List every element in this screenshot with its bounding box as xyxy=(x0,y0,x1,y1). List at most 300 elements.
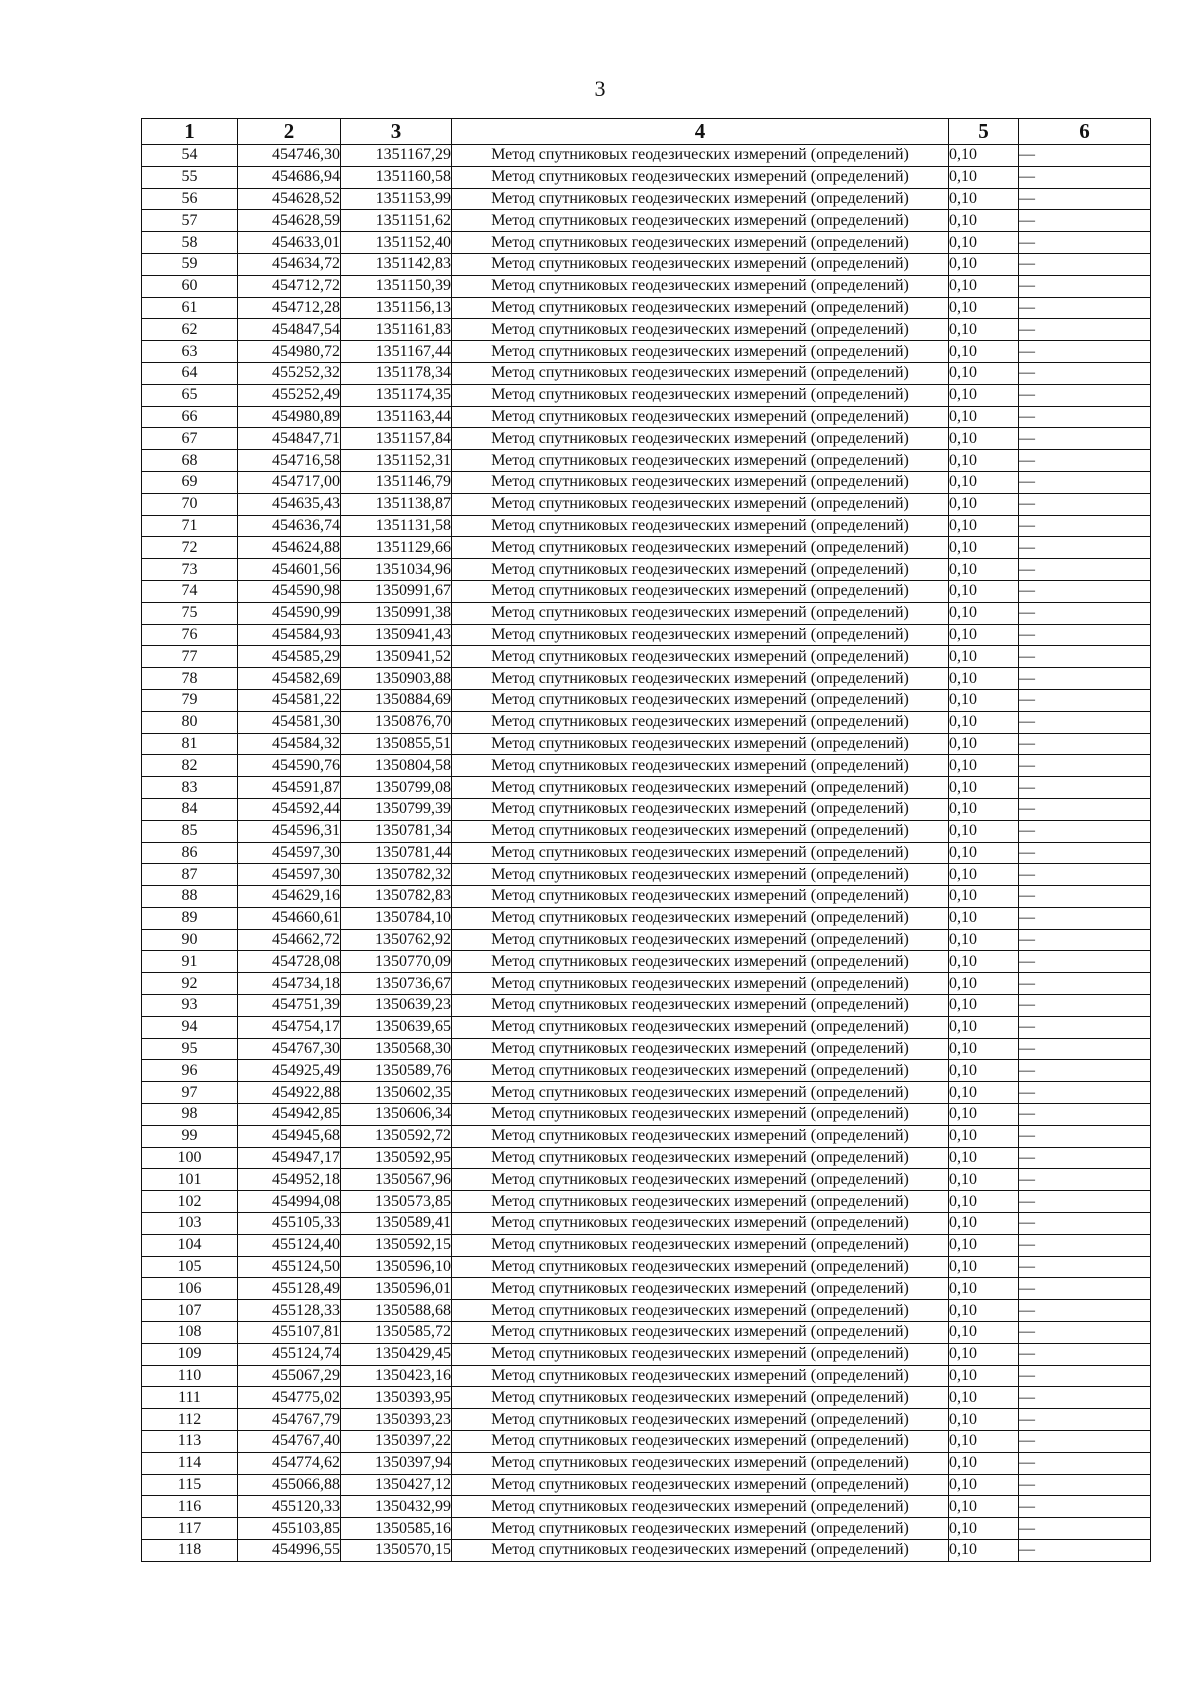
point-number-cell: 106 xyxy=(142,1278,238,1300)
table-row xyxy=(142,1147,1151,1169)
point-number-cell: 111 xyxy=(142,1387,238,1409)
x-coordinate-cell: 454767,79 xyxy=(238,1409,341,1431)
point-number-cell: 57 xyxy=(142,210,238,232)
x-coordinate-cell: 454847,71 xyxy=(238,428,341,450)
point-number-cell: 108 xyxy=(142,1322,238,1344)
point-number-cell: 102 xyxy=(142,1191,238,1213)
method-cell: Метод спутниковых геодезических измерений (определений) xyxy=(452,1365,949,1387)
y-coordinate-cell: 1350592,72 xyxy=(341,1125,452,1147)
point-number-cell: 61 xyxy=(142,297,238,319)
point-number-cell: 100 xyxy=(142,1147,238,1169)
note-cell: — xyxy=(1019,711,1151,733)
y-coordinate-cell: 1350596,01 xyxy=(341,1278,452,1300)
x-coordinate-cell: 454686,94 xyxy=(238,166,341,188)
y-coordinate-cell: 1351167,44 xyxy=(341,341,452,363)
accuracy-cell: 0,10 xyxy=(949,1409,1019,1431)
note-cell: — xyxy=(1019,362,1151,384)
method-cell: Метод спутниковых геодезических измерений (определений) xyxy=(452,711,949,733)
accuracy-cell: 0,10 xyxy=(949,1365,1019,1387)
y-coordinate-cell: 1351146,79 xyxy=(341,471,452,493)
table-row xyxy=(142,1104,1151,1126)
x-coordinate-cell: 454624,88 xyxy=(238,537,341,559)
x-coordinate-cell: 454947,17 xyxy=(238,1147,341,1169)
accuracy-cell: 0,10 xyxy=(949,1452,1019,1474)
method-cell: Метод спутниковых геодезических измерений (определений) xyxy=(452,1213,949,1235)
note-cell: — xyxy=(1019,493,1151,515)
note-cell: — xyxy=(1019,1234,1151,1256)
method-cell: Метод спутниковых геодезических измерений (определений) xyxy=(452,297,949,319)
point-number-cell: 73 xyxy=(142,559,238,581)
accuracy-cell: 0,10 xyxy=(949,384,1019,406)
accuracy-cell: 0,10 xyxy=(949,297,1019,319)
x-coordinate-cell: 454628,59 xyxy=(238,210,341,232)
table-row xyxy=(142,1474,1151,1496)
accuracy-cell: 0,10 xyxy=(949,1496,1019,1518)
accuracy-cell: 0,10 xyxy=(949,1518,1019,1540)
y-coordinate-cell: 1351129,66 xyxy=(341,537,452,559)
point-number-cell: 71 xyxy=(142,515,238,537)
point-number-cell: 112 xyxy=(142,1409,238,1431)
point-number-cell: 94 xyxy=(142,1016,238,1038)
x-coordinate-cell: 454581,30 xyxy=(238,711,341,733)
point-number-cell: 75 xyxy=(142,602,238,624)
point-number-cell: 118 xyxy=(142,1540,238,1562)
x-coordinate-cell: 454746,30 xyxy=(238,145,341,167)
point-number-cell: 101 xyxy=(142,1169,238,1191)
y-coordinate-cell: 1350602,35 xyxy=(341,1082,452,1104)
method-cell: Метод спутниковых геодезических измерений (определений) xyxy=(452,995,949,1017)
table-row xyxy=(142,297,1151,319)
note-cell: — xyxy=(1019,1082,1151,1104)
method-cell: Метод спутниковых геодезических измерений (определений) xyxy=(452,1409,949,1431)
table-row xyxy=(142,689,1151,711)
note-cell: — xyxy=(1019,602,1151,624)
note-cell: — xyxy=(1019,1540,1151,1562)
table-row xyxy=(142,580,1151,602)
accuracy-cell: 0,10 xyxy=(949,864,1019,886)
table-row xyxy=(142,1343,1151,1365)
x-coordinate-cell: 455107,81 xyxy=(238,1322,341,1344)
point-number-cell: 98 xyxy=(142,1104,238,1126)
x-coordinate-cell: 454662,72 xyxy=(238,929,341,951)
note-cell: — xyxy=(1019,1147,1151,1169)
x-coordinate-cell: 454590,76 xyxy=(238,755,341,777)
y-coordinate-cell: 1350573,85 xyxy=(341,1191,452,1213)
method-cell: Метод спутниковых геодезических измерений (определений) xyxy=(452,253,949,275)
table-row xyxy=(142,1452,1151,1474)
accuracy-cell: 0,10 xyxy=(949,1300,1019,1322)
table-row xyxy=(142,886,1151,908)
method-cell: Метод спутниковых геодезических измерений (определений) xyxy=(452,1191,949,1213)
table-row xyxy=(142,406,1151,428)
y-coordinate-cell: 1351034,96 xyxy=(341,559,452,581)
method-cell: Метод спутниковых геодезических измерений (определений) xyxy=(452,1452,949,1474)
note-cell: — xyxy=(1019,384,1151,406)
y-coordinate-cell: 1350736,67 xyxy=(341,973,452,995)
accuracy-cell: 0,10 xyxy=(949,1213,1019,1235)
y-coordinate-cell: 1350596,10 xyxy=(341,1256,452,1278)
method-cell: Метод спутниковых геодезических измерений (определений) xyxy=(452,1474,949,1496)
point-number-cell: 81 xyxy=(142,733,238,755)
y-coordinate-cell: 1351131,58 xyxy=(341,515,452,537)
accuracy-cell: 0,10 xyxy=(949,253,1019,275)
point-number-cell: 58 xyxy=(142,232,238,254)
table-row xyxy=(142,668,1151,690)
x-coordinate-cell: 454717,00 xyxy=(238,471,341,493)
method-cell: Метод спутниковых геодезических измерений (определений) xyxy=(452,362,949,384)
accuracy-cell: 0,10 xyxy=(949,1169,1019,1191)
x-coordinate-cell: 454775,02 xyxy=(238,1387,341,1409)
point-number-cell: 63 xyxy=(142,341,238,363)
y-coordinate-cell: 1350941,52 xyxy=(341,646,452,668)
method-cell: Метод спутниковых геодезических измерений (определений) xyxy=(452,471,949,493)
y-coordinate-cell: 1350781,34 xyxy=(341,820,452,842)
table-row xyxy=(142,166,1151,188)
y-coordinate-cell: 1350876,70 xyxy=(341,711,452,733)
table-row xyxy=(142,1213,1151,1235)
accuracy-cell: 0,10 xyxy=(949,1540,1019,1562)
accuracy-cell: 0,10 xyxy=(949,515,1019,537)
column-header: 3 xyxy=(341,119,452,145)
method-cell: Метод спутниковых геодезических измерений (определений) xyxy=(452,145,949,167)
note-cell: — xyxy=(1019,995,1151,1017)
note-cell: — xyxy=(1019,820,1151,842)
y-coordinate-cell: 1350567,96 xyxy=(341,1169,452,1191)
x-coordinate-cell: 454754,17 xyxy=(238,1016,341,1038)
table-row xyxy=(142,1191,1151,1213)
accuracy-cell: 0,10 xyxy=(949,1038,1019,1060)
point-number-cell: 79 xyxy=(142,689,238,711)
point-number-cell: 113 xyxy=(142,1431,238,1453)
y-coordinate-cell: 1350884,69 xyxy=(341,689,452,711)
table-header-row xyxy=(142,119,1151,145)
method-cell: Метод спутниковых геодезических измерений (определений) xyxy=(452,1540,949,1562)
x-coordinate-cell: 454636,74 xyxy=(238,515,341,537)
method-cell: Метод спутниковых геодезических измерений (определений) xyxy=(452,1234,949,1256)
y-coordinate-cell: 1351178,34 xyxy=(341,362,452,384)
note-cell: — xyxy=(1019,297,1151,319)
note-cell: — xyxy=(1019,798,1151,820)
accuracy-cell: 0,10 xyxy=(949,559,1019,581)
point-number-cell: 115 xyxy=(142,1474,238,1496)
point-number-cell: 68 xyxy=(142,450,238,472)
note-cell: — xyxy=(1019,1452,1151,1474)
x-coordinate-cell: 455252,32 xyxy=(238,362,341,384)
table-row xyxy=(142,384,1151,406)
y-coordinate-cell: 1351156,13 xyxy=(341,297,452,319)
x-coordinate-cell: 454581,22 xyxy=(238,689,341,711)
y-coordinate-cell: 1350429,45 xyxy=(341,1343,452,1365)
y-coordinate-cell: 1350799,08 xyxy=(341,777,452,799)
x-coordinate-cell: 454597,30 xyxy=(238,864,341,886)
method-cell: Метод спутниковых геодезических измерений (определений) xyxy=(452,1322,949,1344)
accuracy-cell: 0,10 xyxy=(949,886,1019,908)
point-number-cell: 78 xyxy=(142,668,238,690)
note-cell: — xyxy=(1019,886,1151,908)
accuracy-cell: 0,10 xyxy=(949,1147,1019,1169)
note-cell: — xyxy=(1019,755,1151,777)
table-row xyxy=(142,428,1151,450)
note-cell: — xyxy=(1019,842,1151,864)
point-number-cell: 85 xyxy=(142,820,238,842)
accuracy-cell: 0,10 xyxy=(949,689,1019,711)
method-cell: Метод спутниковых геодезических измерений (определений) xyxy=(452,210,949,232)
table-row xyxy=(142,1431,1151,1453)
x-coordinate-cell: 455120,33 xyxy=(238,1496,341,1518)
x-coordinate-cell: 454596,31 xyxy=(238,820,341,842)
point-number-cell: 109 xyxy=(142,1343,238,1365)
point-number-cell: 56 xyxy=(142,188,238,210)
x-coordinate-cell: 454751,39 xyxy=(238,995,341,1017)
table-row xyxy=(142,798,1151,820)
point-number-cell: 87 xyxy=(142,864,238,886)
point-number-cell: 76 xyxy=(142,624,238,646)
note-cell: — xyxy=(1019,1343,1151,1365)
table-row xyxy=(142,275,1151,297)
point-number-cell: 55 xyxy=(142,166,238,188)
x-coordinate-cell: 454629,16 xyxy=(238,886,341,908)
x-coordinate-cell: 454945,68 xyxy=(238,1125,341,1147)
accuracy-cell: 0,10 xyxy=(949,145,1019,167)
table-row xyxy=(142,1125,1151,1147)
note-cell: — xyxy=(1019,145,1151,167)
point-number-cell: 69 xyxy=(142,471,238,493)
point-number-cell: 97 xyxy=(142,1082,238,1104)
method-cell: Метод спутниковых геодезических измерений (определений) xyxy=(452,929,949,951)
x-coordinate-cell: 455124,50 xyxy=(238,1256,341,1278)
accuracy-cell: 0,10 xyxy=(949,1322,1019,1344)
x-coordinate-cell: 454582,69 xyxy=(238,668,341,690)
table-row xyxy=(142,341,1151,363)
note-cell: — xyxy=(1019,646,1151,668)
table-row xyxy=(142,253,1151,275)
note-cell: — xyxy=(1019,951,1151,973)
note-cell: — xyxy=(1019,929,1151,951)
column-header: 2 xyxy=(238,119,341,145)
note-cell: — xyxy=(1019,1365,1151,1387)
x-coordinate-cell: 455105,33 xyxy=(238,1213,341,1235)
accuracy-cell: 0,10 xyxy=(949,1278,1019,1300)
accuracy-cell: 0,10 xyxy=(949,1474,1019,1496)
accuracy-cell: 0,10 xyxy=(949,842,1019,864)
accuracy-cell: 0,10 xyxy=(949,188,1019,210)
note-cell: — xyxy=(1019,624,1151,646)
accuracy-cell: 0,10 xyxy=(949,232,1019,254)
accuracy-cell: 0,10 xyxy=(949,450,1019,472)
y-coordinate-cell: 1350589,76 xyxy=(341,1060,452,1082)
x-coordinate-cell: 455124,74 xyxy=(238,1343,341,1365)
note-cell: — xyxy=(1019,428,1151,450)
note-cell: — xyxy=(1019,1409,1151,1431)
point-number-cell: 77 xyxy=(142,646,238,668)
table-row xyxy=(142,951,1151,973)
note-cell: — xyxy=(1019,689,1151,711)
note-cell: — xyxy=(1019,1518,1151,1540)
accuracy-cell: 0,10 xyxy=(949,428,1019,450)
table-row xyxy=(142,188,1151,210)
point-number-cell: 103 xyxy=(142,1213,238,1235)
point-number-cell: 86 xyxy=(142,842,238,864)
point-number-cell: 83 xyxy=(142,777,238,799)
table-row xyxy=(142,1365,1151,1387)
note-cell: — xyxy=(1019,1300,1151,1322)
accuracy-cell: 0,10 xyxy=(949,319,1019,341)
table-row xyxy=(142,777,1151,799)
note-cell: — xyxy=(1019,1125,1151,1147)
table-row xyxy=(142,995,1151,1017)
x-coordinate-cell: 454592,44 xyxy=(238,798,341,820)
y-coordinate-cell: 1350639,65 xyxy=(341,1016,452,1038)
method-cell: Метод спутниковых геодезических измерений (определений) xyxy=(452,733,949,755)
table-row xyxy=(142,319,1151,341)
accuracy-cell: 0,10 xyxy=(949,929,1019,951)
y-coordinate-cell: 1350592,15 xyxy=(341,1234,452,1256)
table-row xyxy=(142,493,1151,515)
accuracy-cell: 0,10 xyxy=(949,820,1019,842)
x-coordinate-cell: 454980,89 xyxy=(238,406,341,428)
method-cell: Метод спутниковых геодезических измерений (определений) xyxy=(452,1496,949,1518)
point-number-cell: 99 xyxy=(142,1125,238,1147)
table-row xyxy=(142,973,1151,995)
point-number-cell: 96 xyxy=(142,1060,238,1082)
y-coordinate-cell: 1350903,88 xyxy=(341,668,452,690)
point-number-cell: 67 xyxy=(142,428,238,450)
y-coordinate-cell: 1350427,12 xyxy=(341,1474,452,1496)
method-cell: Метод спутниковых геодезических измерений (определений) xyxy=(452,232,949,254)
note-cell: — xyxy=(1019,1387,1151,1409)
table-row xyxy=(142,210,1151,232)
method-cell: Метод спутниковых геодезических измерений (определений) xyxy=(452,1431,949,1453)
x-coordinate-cell: 455124,40 xyxy=(238,1234,341,1256)
column-header: 6 xyxy=(1019,119,1151,145)
x-coordinate-cell: 454660,61 xyxy=(238,907,341,929)
x-coordinate-cell: 454585,29 xyxy=(238,646,341,668)
accuracy-cell: 0,10 xyxy=(949,166,1019,188)
y-coordinate-cell: 1351174,35 xyxy=(341,384,452,406)
method-cell: Метод спутниковых геодезических измерений (определений) xyxy=(452,559,949,581)
method-cell: Метод спутниковых геодезических измерений (определений) xyxy=(452,755,949,777)
y-coordinate-cell: 1350799,39 xyxy=(341,798,452,820)
note-cell: — xyxy=(1019,1474,1151,1496)
y-coordinate-cell: 1350991,67 xyxy=(341,580,452,602)
accuracy-cell: 0,10 xyxy=(949,798,1019,820)
method-cell: Метод спутниковых геодезических измерений (определений) xyxy=(452,1060,949,1082)
table-row xyxy=(142,515,1151,537)
note-cell: — xyxy=(1019,777,1151,799)
accuracy-cell: 0,10 xyxy=(949,755,1019,777)
point-number-cell: 114 xyxy=(142,1452,238,1474)
y-coordinate-cell: 1351142,83 xyxy=(341,253,452,275)
note-cell: — xyxy=(1019,733,1151,755)
table-row xyxy=(142,1082,1151,1104)
table-row xyxy=(142,624,1151,646)
note-cell: — xyxy=(1019,1496,1151,1518)
accuracy-cell: 0,10 xyxy=(949,362,1019,384)
method-cell: Метод спутниковых геодезических измерений (определений) xyxy=(452,973,949,995)
method-cell: Метод спутниковых геодезических измерений (определений) xyxy=(452,1104,949,1126)
method-cell: Метод спутниковых геодезических измерений (определений) xyxy=(452,1343,949,1365)
y-coordinate-cell: 1351153,99 xyxy=(341,188,452,210)
point-number-cell: 105 xyxy=(142,1256,238,1278)
x-coordinate-cell: 454601,56 xyxy=(238,559,341,581)
note-cell: — xyxy=(1019,341,1151,363)
point-number-cell: 64 xyxy=(142,362,238,384)
table-row xyxy=(142,733,1151,755)
method-cell: Метод спутниковых геодезических измерений (определений) xyxy=(452,1278,949,1300)
table-row xyxy=(142,232,1151,254)
x-coordinate-cell: 455128,49 xyxy=(238,1278,341,1300)
point-number-cell: 82 xyxy=(142,755,238,777)
accuracy-cell: 0,10 xyxy=(949,1082,1019,1104)
y-coordinate-cell: 1350570,15 xyxy=(341,1540,452,1562)
table-row xyxy=(142,864,1151,886)
table-row xyxy=(142,471,1151,493)
point-number-cell: 110 xyxy=(142,1365,238,1387)
accuracy-cell: 0,10 xyxy=(949,951,1019,973)
table-row xyxy=(142,1518,1151,1540)
y-coordinate-cell: 1351138,87 xyxy=(341,493,452,515)
y-coordinate-cell: 1350781,44 xyxy=(341,842,452,864)
column-header: 1 xyxy=(142,119,238,145)
point-number-cell: 84 xyxy=(142,798,238,820)
method-cell: Метод спутниковых геодезических измерений (определений) xyxy=(452,493,949,515)
point-number-cell: 116 xyxy=(142,1496,238,1518)
table-row xyxy=(142,1387,1151,1409)
table-row xyxy=(142,1234,1151,1256)
accuracy-cell: 0,10 xyxy=(949,471,1019,493)
y-coordinate-cell: 1350393,95 xyxy=(341,1387,452,1409)
method-cell: Метод спутниковых геодезических измерений (определений) xyxy=(452,188,949,210)
x-coordinate-cell: 454774,62 xyxy=(238,1452,341,1474)
point-number-cell: 95 xyxy=(142,1038,238,1060)
method-cell: Метод спутниковых геодезических измерений (определений) xyxy=(452,580,949,602)
method-cell: Метод спутниковых геодезических измерений (определений) xyxy=(452,951,949,973)
table-row xyxy=(142,1060,1151,1082)
note-cell: — xyxy=(1019,1016,1151,1038)
accuracy-cell: 0,10 xyxy=(949,907,1019,929)
method-cell: Метод спутниковых геодезических измерений (определений) xyxy=(452,864,949,886)
x-coordinate-cell: 454597,30 xyxy=(238,842,341,864)
x-coordinate-cell: 454716,58 xyxy=(238,450,341,472)
table-row xyxy=(142,362,1151,384)
y-coordinate-cell: 1350432,99 xyxy=(341,1496,452,1518)
note-cell: — xyxy=(1019,1191,1151,1213)
x-coordinate-cell: 454633,01 xyxy=(238,232,341,254)
accuracy-cell: 0,10 xyxy=(949,580,1019,602)
method-cell: Метод спутниковых геодезических измерений (определений) xyxy=(452,450,949,472)
note-cell: — xyxy=(1019,1278,1151,1300)
x-coordinate-cell: 455066,88 xyxy=(238,1474,341,1496)
table-row xyxy=(142,1256,1151,1278)
table-row xyxy=(142,1278,1151,1300)
method-cell: Метод спутниковых геодезических измерений (определений) xyxy=(452,166,949,188)
y-coordinate-cell: 1350585,72 xyxy=(341,1322,452,1344)
note-cell: — xyxy=(1019,450,1151,472)
y-coordinate-cell: 1350589,41 xyxy=(341,1213,452,1235)
table-row xyxy=(142,1540,1151,1562)
y-coordinate-cell: 1350588,68 xyxy=(341,1300,452,1322)
y-coordinate-cell: 1350423,16 xyxy=(341,1365,452,1387)
method-cell: Метод спутниковых геодезических измерений (определений) xyxy=(452,907,949,929)
y-coordinate-cell: 1351161,83 xyxy=(341,319,452,341)
y-coordinate-cell: 1350991,38 xyxy=(341,602,452,624)
point-number-cell: 60 xyxy=(142,275,238,297)
method-cell: Метод спутниковых геодезических измерений (определений) xyxy=(452,406,949,428)
x-coordinate-cell: 454584,93 xyxy=(238,624,341,646)
accuracy-cell: 0,10 xyxy=(949,1343,1019,1365)
table-row xyxy=(142,842,1151,864)
y-coordinate-cell: 1351151,62 xyxy=(341,210,452,232)
